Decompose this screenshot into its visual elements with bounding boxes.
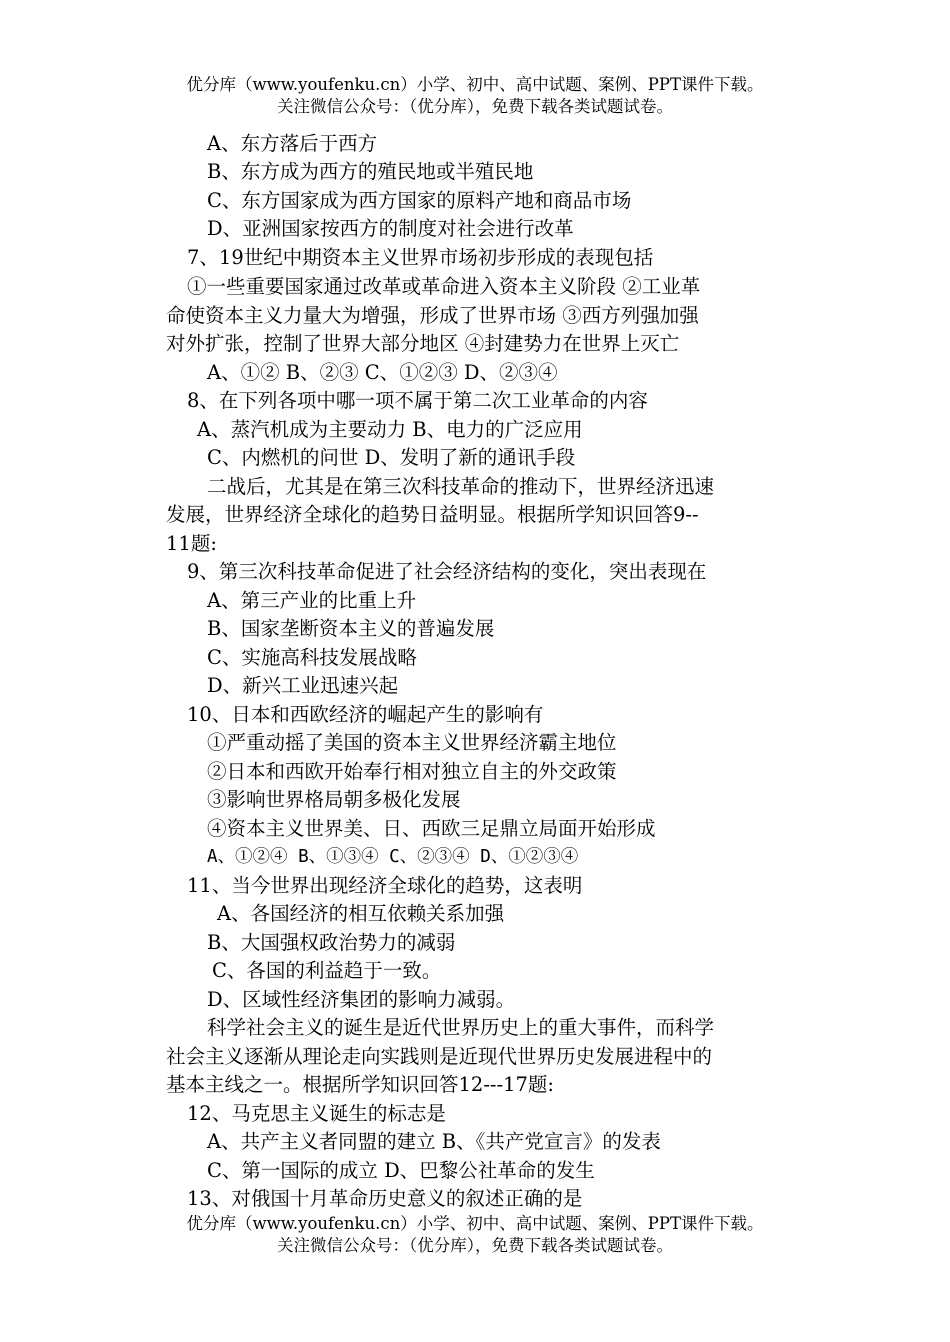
q11-option-d: D、区域性经济集团的影响力减弱。	[207, 988, 516, 1011]
q9-option-b: B、国家垄断资本主义的普遍发展	[207, 617, 495, 640]
q7-statements-line2: 命使资本主义力量大为增强，形成了世界市场 ③西方列强加强	[166, 304, 699, 327]
q6-option-a: A、东方落后于西方	[207, 132, 378, 155]
q11-option-a: A、各国经济的相互依赖关系加强	[217, 902, 505, 925]
q11-stem: 11、当今世界出现经济全球化的趋势，这表明	[187, 874, 583, 897]
q8-options-cd: C、内燃机的问世 D、发明了新的通讯手段	[207, 446, 576, 469]
q9-option-d: D、新兴工业迅速兴起	[207, 674, 399, 697]
q12-options-ab: A、共产主义者同盟的建立 B、《共产党宣言》的发表	[207, 1130, 661, 1153]
q10-statement-3: ③影响世界格局朝多极化发展	[207, 788, 461, 811]
q12-options-cd: C、第一国际的成立 D、巴黎公社革命的发生	[207, 1159, 595, 1182]
q11-option-b: B、大国强权政治势力的减弱	[207, 931, 456, 954]
q7-stem: 7、19世纪中期资本主义世界市场初步形成的表现包括	[187, 246, 654, 269]
q10-statement-4: ④资本主义世界美、日、西欧三足鼎立局面开始形成	[207, 817, 656, 840]
intro-paragraph-1-line1: 二战后，尤其是在第三次科技革命的推动下，世界经济迅速	[207, 475, 715, 498]
intro-paragraph-1-line2: 发展，世界经济全球化的趋势日益明显。根据所学知识回答9--	[166, 503, 699, 526]
q9-option-a: A、第三产业的比重上升	[207, 589, 417, 612]
q8-options-ab: A、蒸汽机成为主要动力 B、电力的广泛应用	[197, 418, 583, 441]
q7-options: A、①② B、②③ C、①②③ D、②③④	[207, 361, 558, 384]
q7-statements-line3: 对外扩张，控制了世界大部分地区 ④封建势力在世界上灭亡	[166, 332, 680, 355]
q11-option-c: C、各国的利益趋于一致。	[212, 959, 442, 982]
intro-paragraph-1-line3: 11题:	[166, 532, 217, 555]
q9-option-c: C、实施高科技发展战略	[207, 646, 417, 669]
header-watermark-line2: 关注微信公众号：（优分库），免费下载各类试题试卷。	[277, 97, 673, 116]
footer-watermark-line2: 关注微信公众号：（优分库），免费下载各类试题试卷。	[277, 1236, 673, 1255]
q10-stem: 10、日本和西欧经济的崛起产生的影响有	[187, 703, 544, 726]
intro-paragraph-2-line1: 科学社会主义的诞生是近代世界历史上的重大事件，而科学	[207, 1016, 715, 1039]
q6-option-d: D、亚洲国家按西方的制度对社会进行改革	[207, 217, 574, 240]
intro-paragraph-2-line3: 基本主线之一。根据所学知识回答12---17题:	[166, 1073, 554, 1096]
q9-stem: 9、第三次科技革命促进了社会经济结构的变化，突出表现在	[187, 560, 707, 583]
q6-option-b: B、东方成为西方的殖民地或半殖民地	[207, 160, 534, 183]
header-watermark-line1: 优分库（www.youfenku.cn）小学、初中、高中试题、案例、PPT课件下载。	[186, 75, 764, 94]
q10-statement-2: ②日本和西欧开始奉行相对独立自主的外交政策	[207, 760, 617, 783]
footer-watermark-line1: 优分库（www.youfenku.cn）小学、初中、高中试题、案例、PPT课件下载。	[186, 1214, 764, 1233]
q8-stem: 8、在下列各项中哪一项不属于第二次工业革命的内容	[187, 389, 648, 412]
q6-option-c: C、东方国家成为西方国家的原料产地和商品市场	[207, 189, 632, 212]
q12-stem: 12、马克思主义诞生的标志是	[187, 1102, 446, 1125]
q13-stem: 13、对俄国十月革命历史意义的叙述正确的是	[187, 1187, 583, 1210]
q10-statement-1: ①严重动摇了美国的资本主义世界经济霸主地位	[207, 731, 617, 754]
q10-options: A、①②④ B、①③④ C、②③④ D、①②③④	[207, 847, 579, 867]
q7-statements-line1: ①一些重要国家通过改革或革命进入资本主义阶段 ②工业革	[187, 275, 701, 298]
intro-paragraph-2-line2: 社会主义逐渐从理论走向实践则是近现代世界历史发展进程中的	[166, 1045, 713, 1068]
